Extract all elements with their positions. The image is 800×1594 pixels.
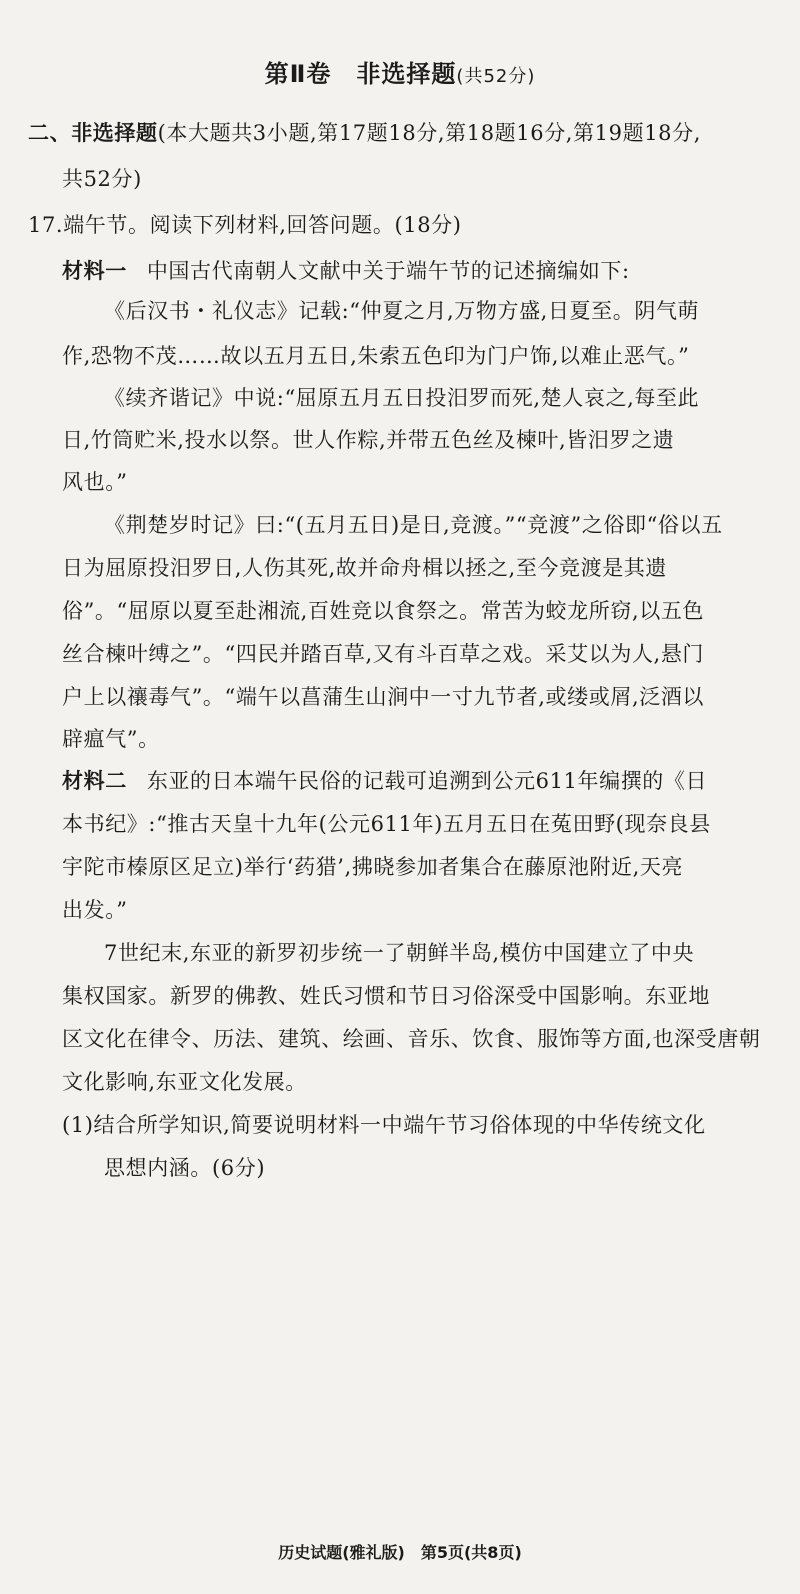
material-1-line <box>62 256 630 286</box>
m1-line: 日,竹筒贮米,投水以祭。世人作粽,并带五色丝及楝叶,皆汨罗之遗 <box>62 428 675 452</box>
material-1-label: 材料一 <box>62 259 127 283</box>
m2-line: 集权国家。新罗的佛教、姓氏习惯和节日习俗深受中国影响。东亚地 <box>62 984 710 1008</box>
m1-line: 丝合楝叶缚之”。“四民并踏百草,又有斗百草之戏。采艾以为人,悬门 <box>62 642 705 666</box>
m1-line: 风也。” <box>62 470 128 494</box>
m1-line: 《续齐谐记》中说:“屈原五月五日投汨罗而死,楚人哀之,每至此 <box>104 386 700 410</box>
m1-line: 作,恐物不茂……故以五月五日,朱索五色印为门户饰,以难止恶气。” <box>62 344 690 368</box>
material-2-first: 东亚的日本端午民俗的记载可追溯到公元611年编撰的《日 <box>146 769 708 793</box>
m2-line: 区文化在律令、历法、建筑、绘画、音乐、饮食、服饰等方面,也深受唐朝 <box>62 1027 761 1051</box>
section-desc-1: (本大题共3小题,第17题18分,第18题16分,第19题18分, <box>157 121 701 145</box>
sub-question-1-line2: 思想内涵。(6分) <box>104 1156 266 1180</box>
m2-line: 宇陀市榛原区足立)举行‘药猎’,拂晓参加者集合在藤原池附近,天亮 <box>62 855 684 879</box>
section-desc-2: 共52分) <box>62 167 142 191</box>
m1-line: 俗”。“屈原以夏至赴湘流,百姓竞以食祭之。常苦为蛟龙所窃,以五色 <box>62 599 705 623</box>
material-2-line <box>62 766 707 796</box>
material-2-label: 材料二 <box>62 769 127 793</box>
section-heading: 二、非选择题 <box>28 121 158 145</box>
part-title <box>0 54 800 89</box>
m2-line: 本书纪》:“推古天皇十九年(公元611年)五月五日在菟田野(现奈良县 <box>62 812 711 836</box>
sub-question-1-line1: (1)结合所学知识,简要说明材料一中端午节习俗体现的中华传统文化 <box>62 1113 706 1137</box>
section-heading-line <box>28 118 701 148</box>
m1-line: 辟瘟气”。 <box>62 727 160 751</box>
question-17-stem: 17.端午节。阅读下列材料,回答问题。(18分) <box>28 213 462 237</box>
m1-line: 户上以禳毒气”。“端午以菖蒲生山涧中一寸九节者,或缕或屑,泛酒以 <box>62 685 705 709</box>
m1-line: 《后汉书・礼仪志》记载:“仲夏之月,万物方盛,日夏至。阴气萌 <box>104 299 700 323</box>
m1-line: 日为屈原投汨罗日,人伤其死,故并命舟楫以拯之,至今竞渡是其遗 <box>62 556 668 580</box>
m1-line: 《荆楚岁时记》曰:“(五月五日)是日,竞渡。”“竞渡”之俗即“俗以五 <box>104 513 723 537</box>
m2-line: 出发。” <box>62 898 128 922</box>
part-title-score: (共52分) <box>456 66 536 87</box>
material-1-intro: 中国古代南朝人文献中关于端午节的记述摘编如下: <box>146 259 630 283</box>
m2-line: 7世纪末,东亚的新罗初步统一了朝鲜半岛,模仿中国建立了中央 <box>104 941 695 965</box>
part-title-main: 第Ⅱ卷 非选择题 <box>264 60 457 88</box>
page-footer: 历史试题(雅礼版) 第5页(共8页) <box>278 1543 522 1562</box>
m2-line: 文化影响,东亚文化发展。 <box>62 1070 307 1094</box>
